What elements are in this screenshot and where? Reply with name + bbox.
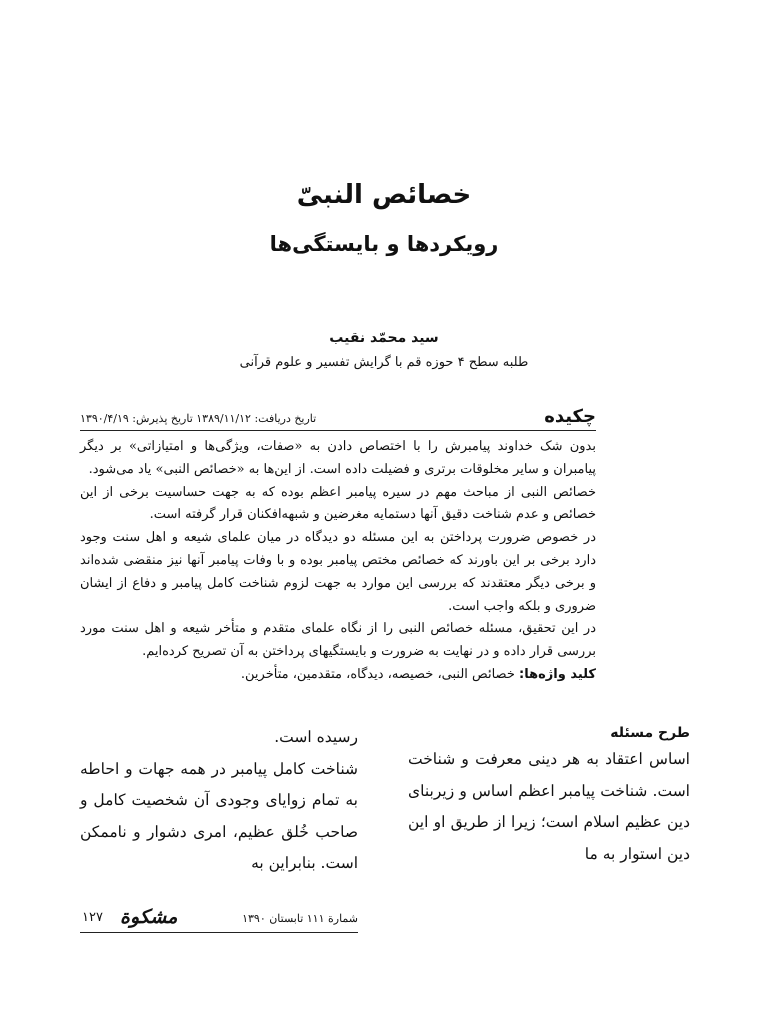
body-paragraph: اساس اعتقاد به هر دینی معرفت و شناخت است. شناخت پیامبر اعظم اساس و زیربنای دین عظیم اسلام است؛ زیرا از طریق او این دین استوار به ما bbox=[408, 750, 690, 863]
abstract-body bbox=[80, 436, 596, 687]
issue-info: شمارة ۱۱۱ تابستان ۱۳۹۰ bbox=[242, 912, 358, 925]
body-paragraph: شناخت کامل پیامبر در همه جهات و احاطه به تمام زوایای وجودی آن شخصیت کامل و صاحب خُلق عظیم، امری دشوار و ناممکن است. بنابراین به bbox=[80, 759, 358, 872]
abstract-paragraph: در خصوص ضرورت پرداختن به این مسئله دو دیدگاه در میان علمای شیعه و اهل سنت وجود دارد برخی بر این باورند که خصائص مختص پیامبر بوده و با وفات پیامبر آنها نیز منقضی شده‌اند و برخی دیگر معتقدند که بررسی این موارد به جهت لزوم شناخت کامل پیامبر و دفاع از ایشان ضروری و بلکه واجب است. bbox=[80, 530, 596, 614]
body-column-right bbox=[408, 722, 690, 870]
article-title: خصائص النبیّ bbox=[296, 180, 472, 210]
received-accepted-dates: تاریخ دریافت: ۱۳۸۹/۱۱/۱۲ تاریخ پذیرش: ۱۳۹۰/۴/۱۹ bbox=[80, 412, 317, 425]
article-subtitle: رویکردها و بایستگی‌ها bbox=[269, 232, 499, 256]
body-paragraph-continued: رسیده است. bbox=[274, 728, 358, 746]
section-heading: طرح مسئله bbox=[610, 725, 690, 741]
keywords-line bbox=[80, 664, 596, 687]
body-column-left bbox=[80, 722, 358, 880]
keywords-text: خصائص النبی، خصیصه، دیدگاه، متقدمین، متأخرین. bbox=[240, 666, 515, 682]
page-footer bbox=[80, 906, 358, 933]
abstract-heading: چکیده bbox=[544, 406, 596, 427]
abstract-paragraph: در این تحقیق، مسئله خصائص النبی را از نگاه علمای متقدم و متأخر شیعه و اهل سنت مورد بررسی قرار داده و در نهایت به ضرورت و بایستگیهای پرداختن به آن تصریح کرده‌ایم. bbox=[80, 621, 596, 660]
keywords-label: کلید واژه‌ها: bbox=[519, 666, 596, 682]
page-number: ۱۲۷ bbox=[82, 910, 103, 925]
abstract-paragraph: بدون شک خداوند پیامبرش را با اختصاص دادن به «صفات، ویژگی‌ها و امتیازاتی» بر دیگر پیامبران و سایر مخلوقات برتری و فضیلت داده است. از این‌ها به «خصائص النبی» یاد می‌شود. bbox=[80, 439, 596, 477]
abstract-header bbox=[80, 406, 596, 430]
journal-logo: مشکوة bbox=[120, 906, 178, 928]
abstract-divider bbox=[80, 430, 596, 431]
abstract-paragraph: خصائص النبی از مباحث مهم در سیره پیامبر اعظم بوده که به جهت حساسیت برخی از این خصائص و عدم شناخت دقیق آنها دستمایه مغرضین و شبهه‌افکنان قرار گرفته است. bbox=[80, 484, 596, 523]
author-affiliation: طلبه سطح ۴ حوزه قم با گرایش تفسیر و علوم قرآنی bbox=[239, 355, 529, 370]
author-name: سید محمّد نقیب bbox=[329, 330, 439, 346]
